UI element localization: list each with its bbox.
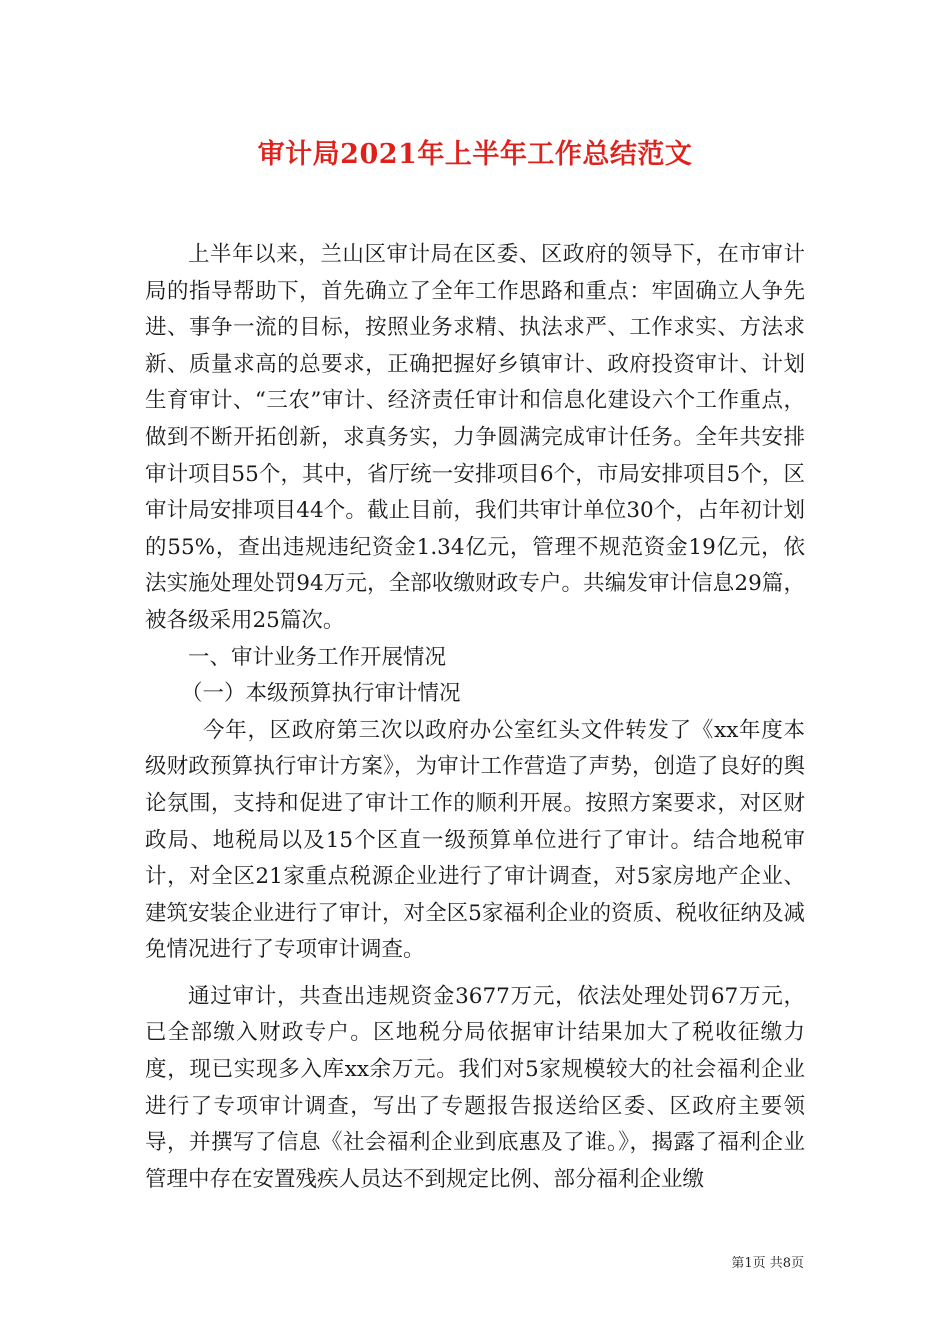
paragraph-audit-results: 通过审计，共查出违规资金3677万元，依法处理处罚67万元，已全部缴入财政专户。区地税分局依据审计结果加大了税收征缴力度，现已实现多入库xx余万元。我们对5家规模较大的社会福利企业进行了专项审计调查，写出了专题报告报送给区委、区政府主要领导，并撰写了信息《社会福利企业到底惠及了谁。》，揭露了福利企业管理中存在安置残疾人员达不到规定比例、部分福利企业缴 bbox=[145, 983, 805, 1192]
document-title: 审计局2021年上半年工作总结范文 bbox=[257, 139, 693, 170]
page-number: 第1页 共8页 bbox=[731, 1256, 804, 1271]
paragraph-budget-audit: 今年，区政府第三次以政府办公室红头文件转发了《xx年度本级财政预算执行审计方案》，为审计工作营造了声势，创造了良好的舆论氛围，支持和促进了审计工作的顺利开展。按照方案要求，对区财政局、地税局以及15个区直一级预算单位进行了审计。结合地税审计，对全区21家重点税源企业进行了审计调查，对5家房地产企业、建筑安装企业进行了审计，对全区5家福利企业的资质、税收征纳及减免情况进行了专项审计调查。 bbox=[145, 717, 805, 963]
section-heading: 一、审计业务工作开展情况 bbox=[188, 644, 447, 670]
document-body bbox=[145, 237, 805, 1198]
paragraph-intro: 上半年以来，兰山区审计局在区委、区政府的领导下，在市审计局的指导帮助下，首先确立了全年工作思路和重点：牢固确立人争先进、事争一流的目标，按照业务求精、执法求严、工作求实、方法求新、质量求高的总要求，正确把握好乡镇审计、政府投资审计、计划生育审计、“三农”审计、经济责任审计和信息化建设六个工作重点，做到不断开拓创新，求真务实，力争圆满完成审计任务。全年共安排审计项目55个，其中，省厅统一安排项目6个，市局安排项目5个，区审计局安排项目44个。截止目前，我们共审计单位30个，占年初计划的55%，查出违规违纪资金1.34亿元，管理不规范资金19亿元，依法实施处理处罚94万元，全部收缴财政专户。共编发审计信息29篇，被各级采用25篇次。 bbox=[145, 242, 805, 633]
subsection-heading: （一）本级预算执行审计情况 bbox=[181, 681, 461, 707]
